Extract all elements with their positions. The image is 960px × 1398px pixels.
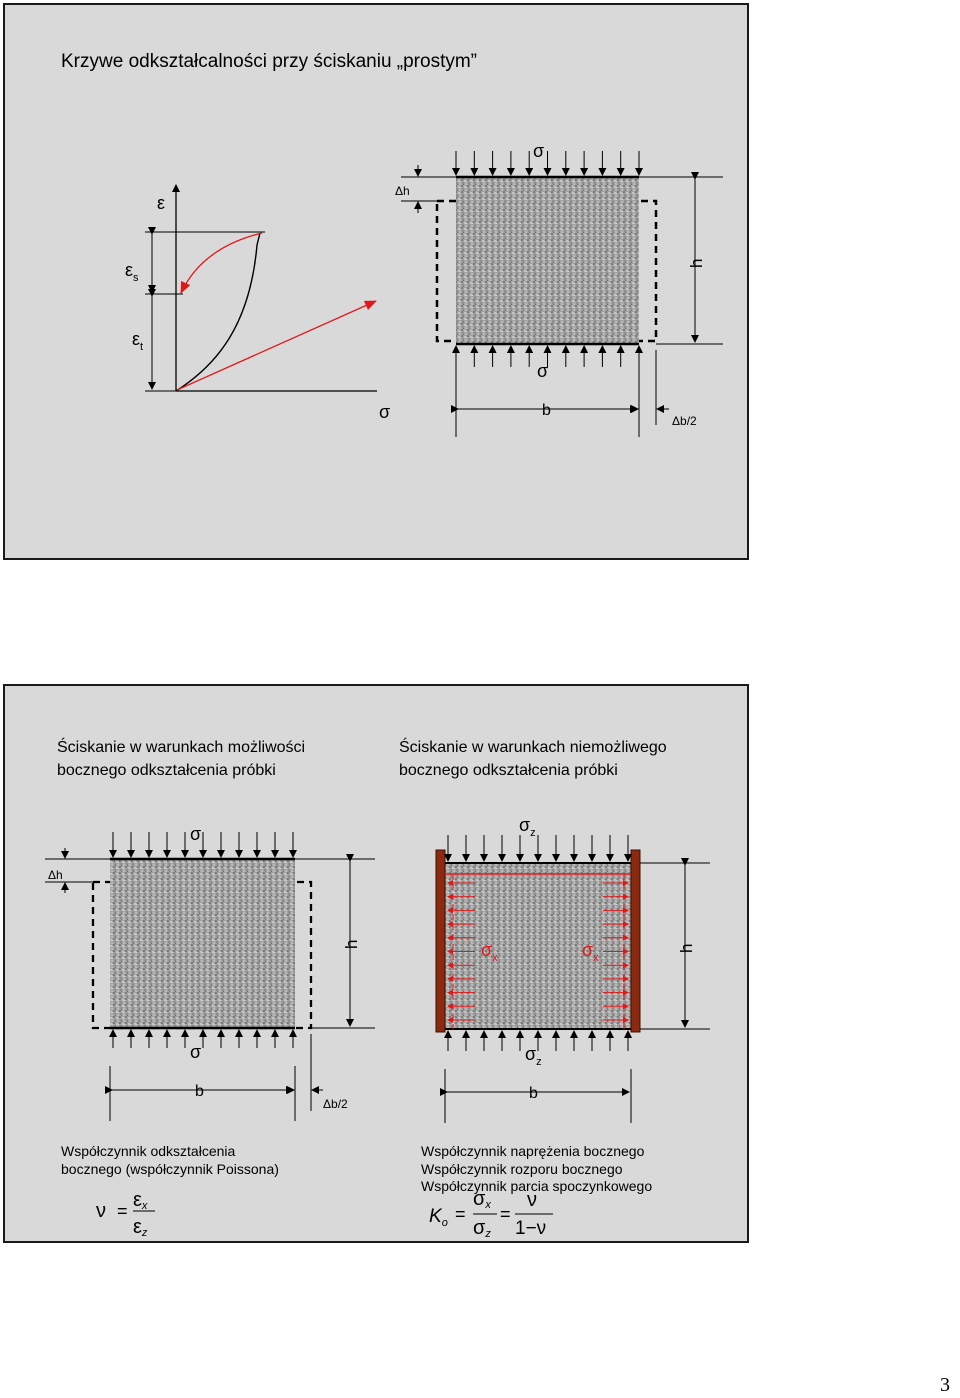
h-dimension	[639, 177, 723, 344]
equals-sign: =	[117, 1201, 128, 1221]
sigma-x-left-label: $\sigma_x$	[481, 940, 498, 964]
top-load-arrows	[456, 151, 639, 175]
b-dimension	[456, 350, 669, 437]
right-caption-line-2: bocznego odkształcenia próbki	[399, 762, 618, 779]
k0-caption-line-1: Współczynnik naprężenia bocznego	[421, 1143, 645, 1159]
k0-caption	[421, 1143, 652, 1196]
left-caption-line-1: Ściskanie w warunkach możliwości	[57, 739, 306, 756]
eps-axis-label: ε	[157, 193, 166, 213]
left-specimen	[110, 859, 295, 1028]
poisson-caption	[61, 1143, 279, 1178]
k0-caption-line-2: Współczynnik rozporu bocznego	[421, 1160, 623, 1177]
k0-nu-numerator: ν	[527, 1189, 537, 1211]
left-sigma-top-label: σ	[190, 824, 202, 844]
eps-t-label: $\varepsilon_t$	[132, 329, 144, 353]
unloading-curve-red	[181, 233, 262, 293]
poisson-caption-line-1: Współczynnik odkształcenia	[61, 1143, 236, 1159]
right-top-load-arrows	[448, 835, 628, 861]
poisson-numerator: εx	[133, 1189, 148, 1212]
k0-numerator: σx	[473, 1188, 491, 1211]
right-bottom-load-arrows	[448, 1031, 628, 1051]
h-label: h	[687, 258, 706, 268]
b-label: b	[542, 402, 551, 419]
k0-denominator: σz	[473, 1217, 491, 1240]
right-b-label: b	[529, 1085, 538, 1102]
slide-1	[3, 3, 749, 560]
sigma-top-label: σ	[533, 141, 545, 161]
sigma-axis-label: σ	[379, 402, 391, 422]
slide-2	[3, 684, 749, 1243]
eps-s-label: $\varepsilon_s$	[125, 260, 139, 284]
sigma-z-bottom-label: $\sigma_z$	[525, 1044, 542, 1068]
page-number: 3	[940, 1374, 950, 1396]
nu-symbol: ν	[96, 1200, 106, 1222]
right-caption-line-1: Ściskanie w warunkach niemożliwego	[399, 739, 667, 756]
k0-equals-1: =	[455, 1204, 466, 1224]
k0-caption-line-3: Współczynnik parcia spoczynkowego	[421, 1178, 653, 1194]
delta-h-label: Δh	[395, 184, 410, 198]
left-b-label: b	[195, 1083, 204, 1100]
k0-equals-2: =	[500, 1204, 511, 1224]
left-sigma-bottom-label: σ	[190, 1042, 202, 1062]
loading-curve-black	[176, 233, 260, 391]
specimen	[456, 177, 639, 344]
left-delta-b2-label: Δb/2	[323, 1097, 348, 1111]
left-top-load-arrows	[113, 832, 293, 857]
right-b-dimension	[445, 1069, 631, 1123]
left-bottom-load-arrows	[113, 1030, 293, 1048]
elastic-line-red	[177, 301, 376, 390]
slide-1-title: Krzywe odkształcalności przy ściskaniu „prostym”	[61, 51, 478, 72]
right-rigid-wall	[631, 850, 640, 1032]
k0-one-minus-nu: 1−ν	[515, 1218, 547, 1239]
left-b-dimension	[110, 1034, 323, 1121]
k0-symbol: $K_o$	[429, 1206, 448, 1229]
poisson-caption-line-2: bocznego (współczynnik Poissona)	[61, 1160, 279, 1177]
sigma-x-right-label: $\sigma_x$	[582, 940, 599, 964]
left-rigid-wall	[436, 850, 445, 1032]
right-specimen	[445, 863, 631, 1029]
right-h-dimension	[640, 863, 710, 1029]
left-caption-line-2: bocznego odkształcenia próbki	[57, 762, 276, 779]
left-h-dimension	[295, 859, 375, 1028]
poisson-denominator: εz	[133, 1216, 148, 1239]
delta-b2-label: Δb/2	[672, 414, 697, 428]
sigma-z-top-label: $\sigma_z$	[519, 815, 536, 839]
left-delta-h-label: Δh	[48, 868, 63, 882]
left-h-label: h	[342, 939, 361, 949]
graph-axes	[176, 185, 377, 391]
strain-dimensions	[145, 232, 265, 391]
sigma-bottom-label: σ	[537, 361, 549, 381]
right-h-label: h	[677, 943, 696, 953]
stress-strain-diagram	[5, 5, 751, 562]
